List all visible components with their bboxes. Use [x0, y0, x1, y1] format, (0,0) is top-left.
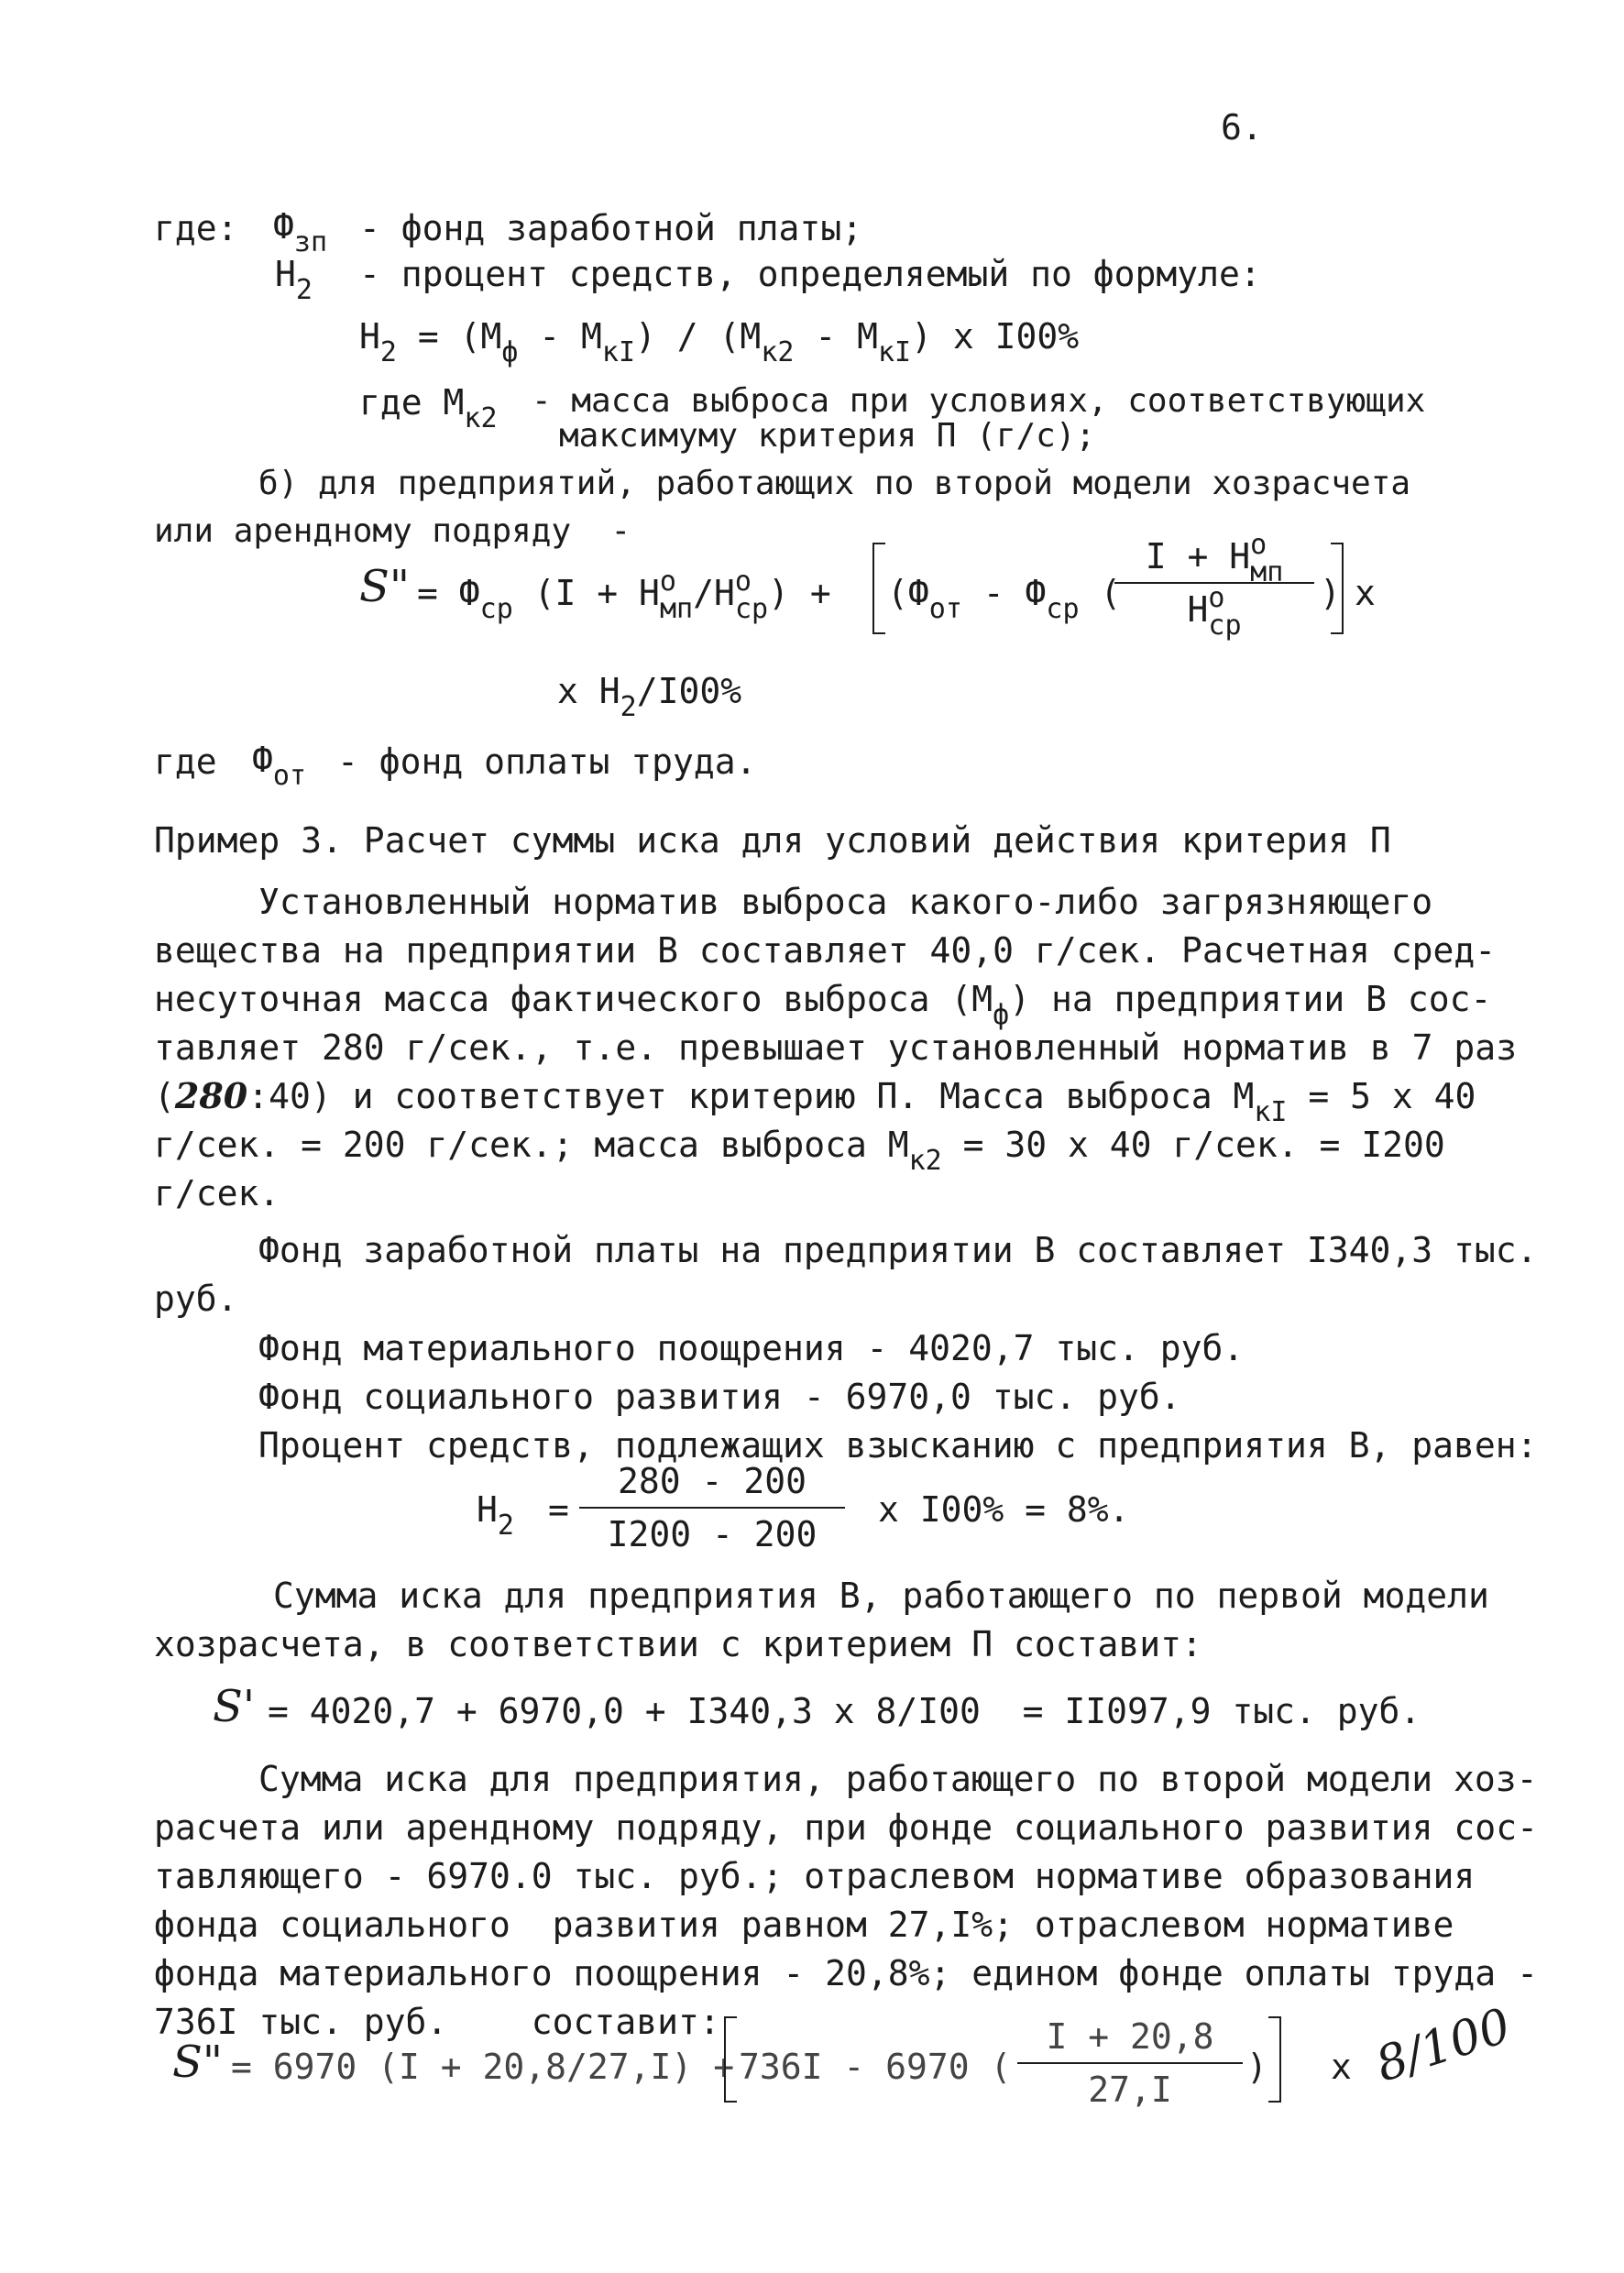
n2-symbol: $Н_2$ — [275, 254, 313, 306]
formula-s2-fraction: $I + Н^о_{мп}$ $Н^о_{ср}$ — [1114, 536, 1314, 630]
mk2-label: где $М_{к2}$ — [359, 382, 498, 434]
final-right-bracket — [1268, 2016, 1281, 2103]
para1-line2: вещества на предприятии В составляет 40,0 г/сек. Расчетная сред- — [154, 930, 1497, 971]
para3-line1: Сумма иска для предприятия В, работающего по первой модели — [273, 1576, 1489, 1616]
para4-line4: фонда социального развития равном 27,I%; отраслевом нормативе — [154, 1905, 1454, 1945]
para2-line5: Процент средств, подлежащих взысканию с предприятия В, равен: — [258, 1425, 1538, 1466]
formula-s1: = 4020,7 + 6970,0 + I340,3 х 8/I00 = II097,9 тыс. руб. — [268, 1691, 1421, 1731]
mk2-description-line2: максимуму критерия П (г/с); — [559, 417, 1096, 455]
para2-line3: Фонд материального поощрения - 4020,7 тыс. руб. — [258, 1328, 1245, 1368]
para1-line1: Установленный норматив выброса какого-либо загрязняющего — [258, 882, 1433, 922]
para3-line2: хозрасчета, в соответствии с критерием П составит: — [154, 1624, 1202, 1664]
calc-fraction: 280 - 200 I200 - 200 — [579, 1461, 845, 1554]
mk2-description-line1: - масса выброса при условиях, соответствующих — [532, 382, 1426, 420]
formula-final-fraction: I + 20,8 27,I — [1017, 2016, 1243, 2110]
para4-line5: фонда материального поощрения - 20,8%; едином фонде оплаты труда - — [154, 1953, 1538, 1993]
fot-description: - фонд оплаты труда. — [337, 741, 757, 782]
calc-result: х I00% = 8%. — [878, 1489, 1130, 1530]
formula-s2-line2: х $Н_2/I00\%$ — [557, 671, 742, 723]
formula-final-part1: = 6970 (I + 20,8/27,I) + — [231, 2047, 735, 2087]
fzp-symbol: $Ф_{зп}$ — [273, 206, 328, 258]
s2-symbol: S" — [359, 561, 410, 612]
formula-s2-close-paren: ) — [1320, 573, 1341, 613]
handwritten-8-100: 8/100 — [1369, 1998, 1518, 2093]
formula-n2: $Н_2 = (М_ф - М_{кI}) / (М_{к2} - М_{кI})$ х I00% — [359, 316, 1080, 368]
para1-line4: тавляет 280 г/сек., т.е. превышает установленный норматив в 7 раз — [154, 1027, 1518, 1068]
formula-final-times: х — [1331, 2047, 1352, 2087]
where-label: где: — [154, 208, 238, 248]
para2-line2: руб. — [154, 1279, 238, 1319]
left-bracket — [872, 543, 885, 634]
handwritten-280: 280 — [174, 1075, 248, 1116]
fot-symbol: $Ф_{от}$ — [252, 740, 307, 792]
para1-line6: г/сек. = 200 г/сек.; масса выброса $М_{к2} = 30$ х 40 г/сек. = I200 — [154, 1125, 1445, 1177]
formula-s2-part2: ($Ф_{от} - Ф_{ср}$ ( — [887, 573, 1122, 625]
right-bracket — [1331, 543, 1344, 634]
where-label-2: где — [154, 741, 217, 782]
formula-final-part2: 736I - 6970 ( — [739, 2047, 1012, 2087]
para1-line5: (280:40) и соответствует критерию П. Масса выброса $М_{кI} = 5$ х 40 — [154, 1075, 1476, 1128]
para2-line1: Фонд заработной платы на предприятии В составляет I340,3 тыс. — [258, 1230, 1538, 1270]
s2-symbol-final: S" — [172, 2037, 223, 2088]
fzp-description: - фонд заработной платы; — [359, 208, 863, 248]
formula-final-close-paren: ) — [1246, 2047, 1267, 2087]
para4-line6: 736I тыс. руб. составит: — [154, 2002, 720, 2042]
example-title: Пример 3. Расчет суммы иска для условий действия критерия П — [154, 820, 1391, 861]
clause-b-line1: б) для предприятий, работающих по второй модели хозрасчета — [258, 465, 1411, 502]
para2-line4: Фонд социального развития - 6970,0 тыс. руб. — [258, 1377, 1181, 1417]
calc-equals: = — [548, 1489, 569, 1530]
clause-b-line2: или арендному подряду - — [154, 512, 631, 550]
para1-line7: г/сек. — [154, 1173, 280, 1213]
formula-s2-times: х — [1355, 573, 1376, 613]
calc-lhs: $Н_2$ — [477, 1489, 514, 1542]
n2-description: - процент средств, определяемый по формуле: — [359, 254, 1261, 294]
para1-line3: несуточная масса фактического выброса $(М_ф)$ на предприятии В сос- — [154, 979, 1492, 1031]
para4-line1: Сумма иска для предприятия, работающего по второй модели хоз- — [258, 1759, 1538, 1799]
final-left-bracket — [724, 2016, 737, 2103]
page-number: 6. — [1221, 107, 1263, 148]
para4-line3: тавляющего - 6970.0 тыс. руб.; отраслевом нормативе образования — [154, 1856, 1476, 1896]
para4-line2: расчета или арендному подряду, при фонде социального развития сос- — [154, 1807, 1538, 1848]
formula-s2-part1: = $Ф_{ср}$ $(I + Н^о_{мп}/Н^о_{ср})$ + — [417, 566, 831, 625]
s1-symbol: S' — [213, 1681, 256, 1732]
